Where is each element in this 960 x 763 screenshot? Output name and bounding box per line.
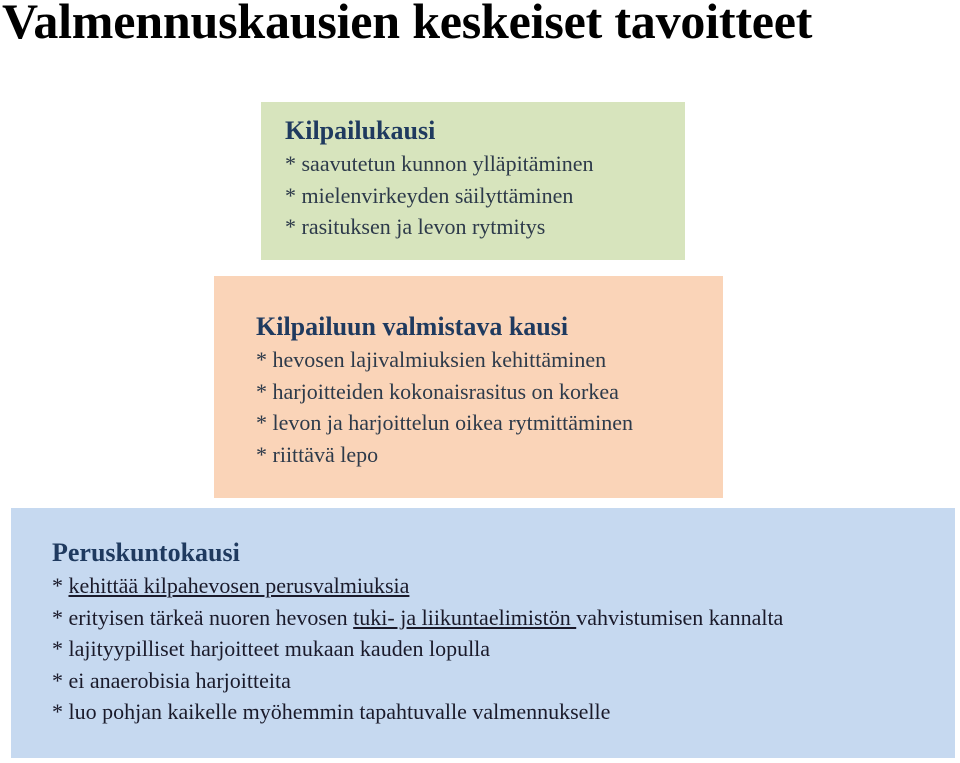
list-item bbox=[52, 602, 955, 634]
list-item: * riittävä lepo bbox=[256, 441, 379, 467]
competition-season-box bbox=[261, 102, 685, 260]
base-fitness-season-box bbox=[11, 508, 955, 758]
list-item-suffix: vahvistumisen kannalta bbox=[576, 604, 784, 630]
list-item: * saavutetun kunnon ylläpitäminen bbox=[285, 151, 594, 176]
list-item: * hevosen lajivalmiuksien kehittäminen bbox=[256, 347, 607, 372]
list-item-prefix: * bbox=[52, 573, 69, 598]
underlined-link-text[interactable]: kehittää kilpahevosen perusvalmiuksia bbox=[68, 573, 410, 598]
list-item: * mielenvirkeyden säilyttäminen bbox=[285, 182, 574, 208]
underlined-link-text[interactable]: tuki- ja liikuntaelimistön bbox=[353, 604, 577, 630]
list-item: * levon ja harjoittelun oikea rytmittäminen bbox=[256, 410, 633, 435]
list-item-prefix: * erityisen tärkeä nuoren hevosen bbox=[52, 604, 354, 630]
list-item: * lajityypilliset harjoitteet mukaan kauden lopulla bbox=[52, 636, 491, 661]
list-item bbox=[52, 570, 955, 602]
preparatory-season-box bbox=[214, 276, 723, 498]
list-item: * rasituksen ja levon rytmitys bbox=[285, 214, 546, 239]
list-item: * harjoitteiden kokonaisrasitus on korkea bbox=[256, 378, 619, 404]
page-title: Valmennuskausien keskeiset tavoitteet bbox=[2, 0, 813, 49]
base-fitness-season-heading: Peruskuntokausi bbox=[52, 538, 240, 567]
preparatory-season-heading: Kilpailuun valmistava kausi bbox=[256, 312, 569, 341]
competition-season-heading: Kilpailukausi bbox=[285, 116, 436, 145]
list-item: * ei anaerobisia harjoitteita bbox=[52, 667, 291, 693]
list-item: * luo pohjan kaikelle myöhemmin tapahtuvalle valmennukselle bbox=[52, 699, 611, 724]
